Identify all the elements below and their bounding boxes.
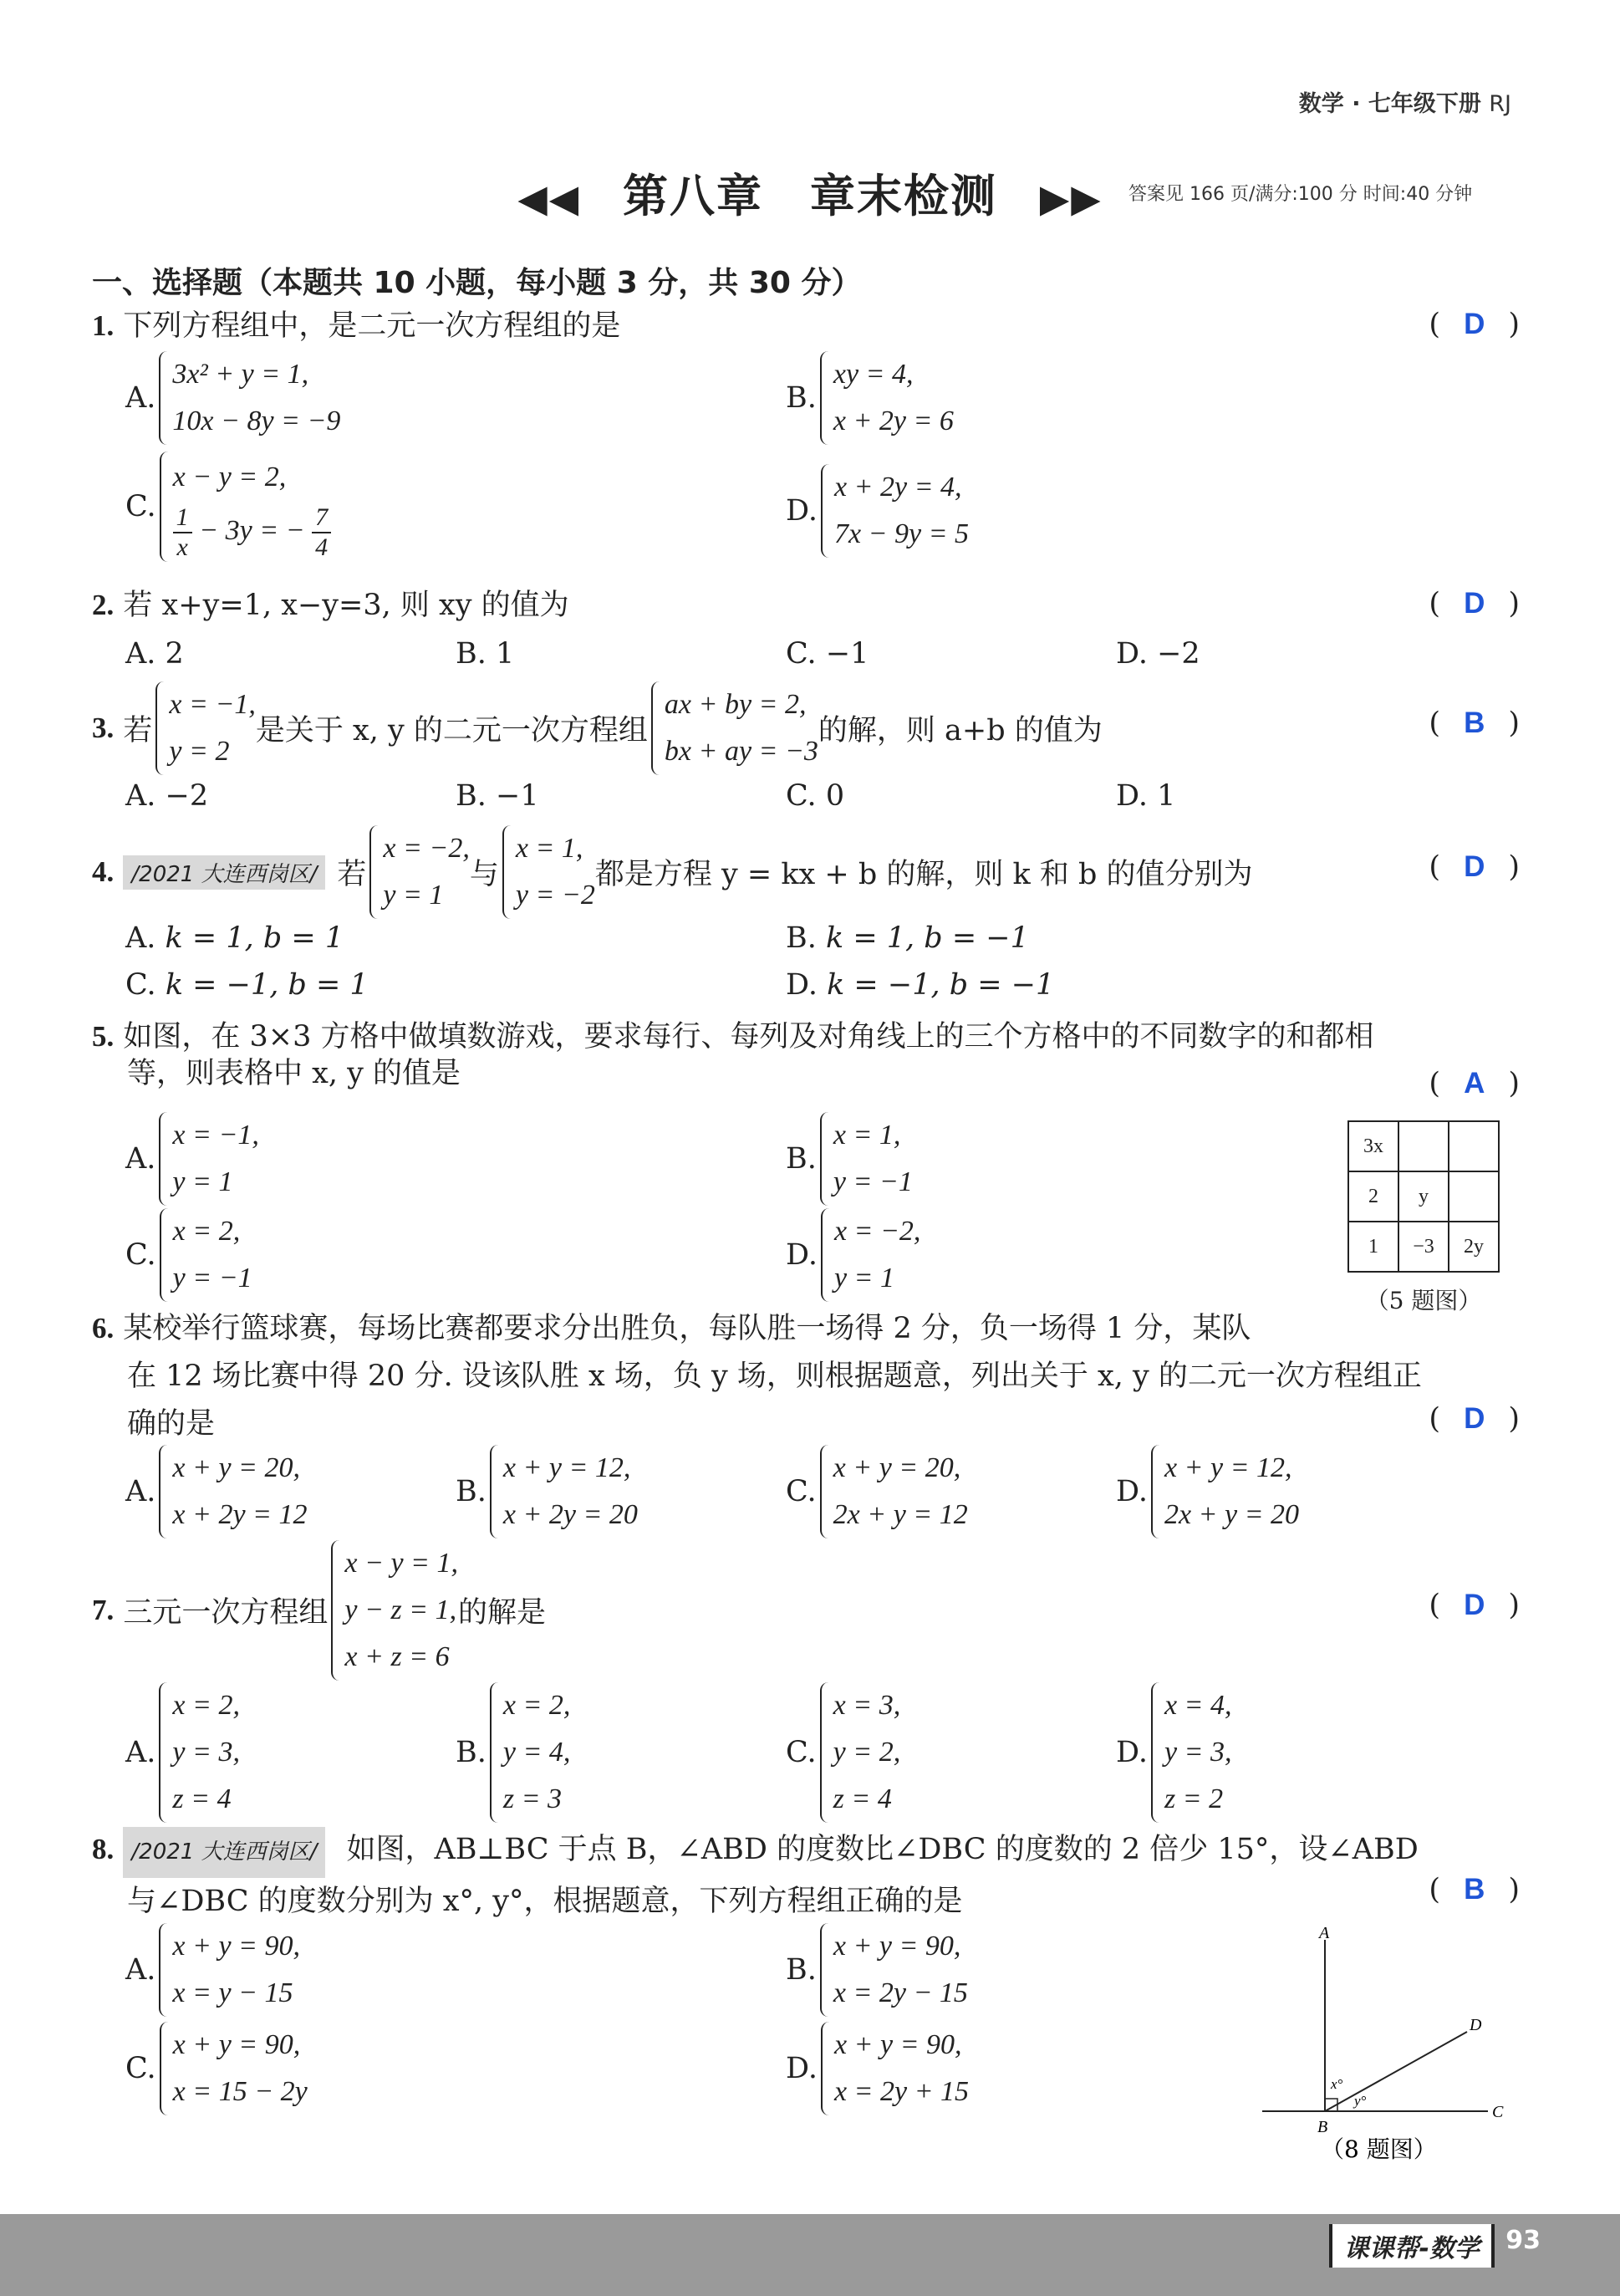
q5-option-d[interactable]: D. x = −2, y = 1 [786,1208,920,1302]
question-number: 7. [92,1594,115,1626]
option-label: A. [125,381,156,415]
system-line: 3x² + y = 1, [172,359,309,390]
figure-caption: （8 题图） [1321,2135,1437,2163]
q2-option-a[interactable]: A. 2 [125,637,184,671]
question-text: 三元一次方程组 [123,1596,329,1630]
grid-cell: y [1398,1171,1449,1222]
q1-option-d[interactable] [786,464,969,558]
answer-letter: D [1464,308,1485,340]
question-text: 若 x+y=1, x−y=3, 则 xy 的值为 [123,589,569,622]
answer-letter: D [1464,1402,1485,1435]
page-number: 93 [1505,2226,1541,2255]
q2-option-c[interactable]: C. −1 [786,637,869,671]
angle-figure [1246,1923,1513,2166]
grid-cell: 3x [1348,1121,1398,1171]
page-header: 数学 · 七年级下册 RJ [1298,91,1511,117]
q8-option-a[interactable]: A. x + y = 90, x = y − 15 [125,1923,300,2017]
answer-4: ( D ) [1429,850,1520,884]
q1-option-b[interactable] [786,351,954,445]
system-line: y = 2 [169,736,230,767]
question-5 [92,1018,1374,1092]
q7-option-b[interactable]: B. x = 2, y = 4, z = 3 [456,1682,570,1823]
question-number: 4. [92,855,115,888]
grid-cell [1398,1121,1449,1171]
q1-option-c[interactable] [125,452,331,562]
system-line: $\frac{1}{x}$ − 3y = − $\frac{7}{4}$ [173,503,331,562]
question-text: 若 [337,858,367,891]
question-text: 与 [469,858,499,891]
question-number: 1. [92,309,115,342]
label-b: B [1317,2118,1328,2136]
question-number: 3. [92,712,115,744]
question-text: 都是方程 y = kx + b 的解，则 k 和 b 的值分别为 [594,858,1253,891]
answer-letter: D [1464,587,1485,620]
question-number: 2. [92,589,115,621]
system-line: x = −2, [383,833,470,864]
figure-caption: （5 题图） [1365,1287,1482,1314]
ray-bd [1325,2032,1467,2111]
q5-option-b[interactable]: B. x = 1, y = −1 [786,1112,913,1206]
q6-option-c[interactable]: C. x + y = 20, 2x + y = 12 [786,1445,968,1538]
system-line: x + 2y = 6 [833,406,954,436]
question-3 [92,681,1103,775]
q4-option-a[interactable]: A. k = 1, b = 1 [125,921,344,955]
system-line: x + 2y = 4, [833,472,962,503]
question-text: 等，则表格中 x, y 的值是 [127,1057,461,1090]
q5-option-c[interactable]: C. x = 2, y = −1 [125,1208,252,1302]
question-text: 若 [123,714,153,747]
q3-option-c[interactable]: C. 0 [786,779,845,813]
footer-label: 课课帮-数学 [1329,2224,1495,2268]
answer-1: ( D ) [1429,308,1520,341]
q1-option-a[interactable] [125,351,340,445]
question-text: 是关于 x, y 的二元一次方程组 [255,714,648,747]
q8-option-c[interactable]: C. x + y = 90, x = 15 − 2y [125,2022,308,2115]
question-text: 确的是 [127,1407,216,1441]
system-line: bx + ay = −3 [664,736,818,767]
grid-cell [1449,1121,1499,1171]
system-line: 7x − 9y = 5 [833,518,970,549]
option-label: D. [786,494,818,528]
grid-cell: 1 [1348,1222,1398,1272]
answer-letter: D [1464,1589,1485,1621]
title-meta: 答案见 166 页/满分:100 分 时间:40 分钟 [1128,184,1473,205]
option-label: C. [125,490,156,523]
source-tag: /2021 大连西岗区/ [123,1827,325,1878]
system-line: x − y = 1, [344,1548,458,1579]
q8-option-d[interactable]: D. x + y = 90, x = 2y + 15 [786,2022,969,2115]
label-d: D [1470,2016,1482,2034]
grid-cell: −3 [1398,1222,1449,1272]
system-line: ax + by = 2, [664,689,807,720]
magic-square-figure [1347,1120,1500,1316]
system-line: x = 1, [515,833,583,864]
label-a: A [1319,1924,1330,1942]
q2-option-d[interactable]: D. −2 [1116,637,1200,671]
answer-6: ( D ) [1429,1402,1520,1436]
fraction: $\frac{7}{4}$ [312,503,331,562]
q3-option-d[interactable]: D. 1 [1116,779,1176,813]
system-line: y − z = 1, [344,1594,457,1625]
section-heading: 一、选择题（本题共 10 小题，每小题 3 分，共 30 分） [92,266,862,300]
q6-option-d[interactable]: D. x + y = 12, 2x + y = 20 [1116,1445,1299,1538]
system-line: x = −1, [169,689,256,720]
q4-option-b[interactable]: B. k = 1, b = −1 [786,921,1029,955]
question-1 [92,308,620,344]
header-subject: 数学 [1298,91,1344,117]
answer-letter: B [1464,707,1485,739]
q8-option-b[interactable]: B. x + y = 90, x = 2y − 15 [786,1923,968,2017]
question-text: 与∠DBC 的度数分别为 x°, y°，根据题意，下列方程组正确的是 [127,1885,963,1918]
question-number: 5. [92,1020,115,1053]
q7-option-c[interactable]: C. x = 3, y = 2, z = 4 [786,1682,900,1823]
question-2 [92,587,569,624]
grid-cell [1449,1171,1499,1222]
q7-option-d[interactable]: D. x = 4, y = 3, z = 2 [1116,1682,1232,1823]
system-line: 10x − 8y = −9 [172,406,341,436]
question-text: 的解，则 a+b 的值为 [818,714,1103,747]
question-text: 某校举行篮球赛，每场比赛都要求分出胜负，每队胜一场得 2 分，负一场得 1 分，某队 [123,1312,1251,1345]
label-y: y° [1354,2093,1367,2109]
header-edition: RJ [1489,91,1511,117]
answer-5: ( A ) [1429,1067,1520,1100]
question-6 [92,1304,1422,1448]
system-line: x + z = 6 [344,1641,450,1672]
q3-option-b[interactable]: B. −1 [456,779,539,813]
question-text: 如图，在 3×3 方格中做填数游戏，要求每行、每列及对角线上的三个方格中的不同数字的和都相 [123,1020,1374,1054]
header-grade: 七年级下册 [1368,91,1481,117]
q6-option-a[interactable]: A. x + y = 20, x + 2y = 12 [125,1445,307,1538]
question-7 [92,1540,546,1681]
q2-option-b[interactable]: B. 1 [456,637,515,671]
left-arrows-icon: ◀◀ [517,176,581,221]
answer-7: ( D ) [1429,1589,1520,1622]
answer-letter: D [1464,850,1485,883]
grid-cell: 2y [1449,1222,1499,1272]
q4-option-d[interactable]: D. k = −1, b = −1 [786,968,1055,1002]
magic-square-grid [1347,1120,1500,1273]
question-text: 在 12 场比赛中得 20 分. 设该队胜 x 场，负 y 场，则根据题意，列出关于 x, y 的二元一次方程组正 [127,1360,1422,1393]
right-arrows-icon: ▶▶ [1039,176,1103,221]
question-number: 6. [92,1312,115,1344]
q6-option-b[interactable]: B. x + y = 12, x + 2y = 20 [456,1445,638,1538]
answer-3: ( B ) [1429,707,1520,740]
system-line: x − y = 2, [172,462,287,492]
question-4 [92,825,1253,919]
system-line: y = 1 [383,880,444,911]
grid-cell: 2 [1348,1171,1398,1222]
system-line: y = −2 [515,880,595,911]
question-number: 8. [92,1833,115,1865]
source-tag: /2021 大连西岗区/ [123,855,325,890]
question-text: 下列方程组中，是二元一次方程组的是 [123,309,621,343]
q4-option-c[interactable]: C. k = −1, b = 1 [125,968,369,1002]
q5-option-a[interactable]: A. x = −1, y = 1 [125,1112,259,1206]
question-text: 如图，AB⊥BC 于点 B，∠ABD 的度数比∠DBC 的度数的 2 倍少 15°，设∠ABD [346,1833,1419,1866]
label-c: C [1492,2103,1504,2121]
q3-option-a[interactable]: A. −2 [125,779,209,813]
answer-8: ( B ) [1429,1873,1520,1906]
answer-letter: A [1464,1067,1485,1100]
answer-2: ( D ) [1429,587,1520,620]
answer-letter: B [1464,1873,1485,1906]
chapter-title-text: 第八章 章末检测 [623,170,997,222]
q7-option-a[interactable]: A. x = 2, y = 3, z = 4 [125,1682,240,1823]
label-x: x° [1331,2076,1343,2092]
question-text: 的解是 [457,1596,546,1630]
option-label: B. [786,381,817,415]
question-8 [92,1825,1419,1926]
fraction: $\frac{1}{x}$ [173,503,192,562]
system-line: xy = 4, [833,359,914,390]
